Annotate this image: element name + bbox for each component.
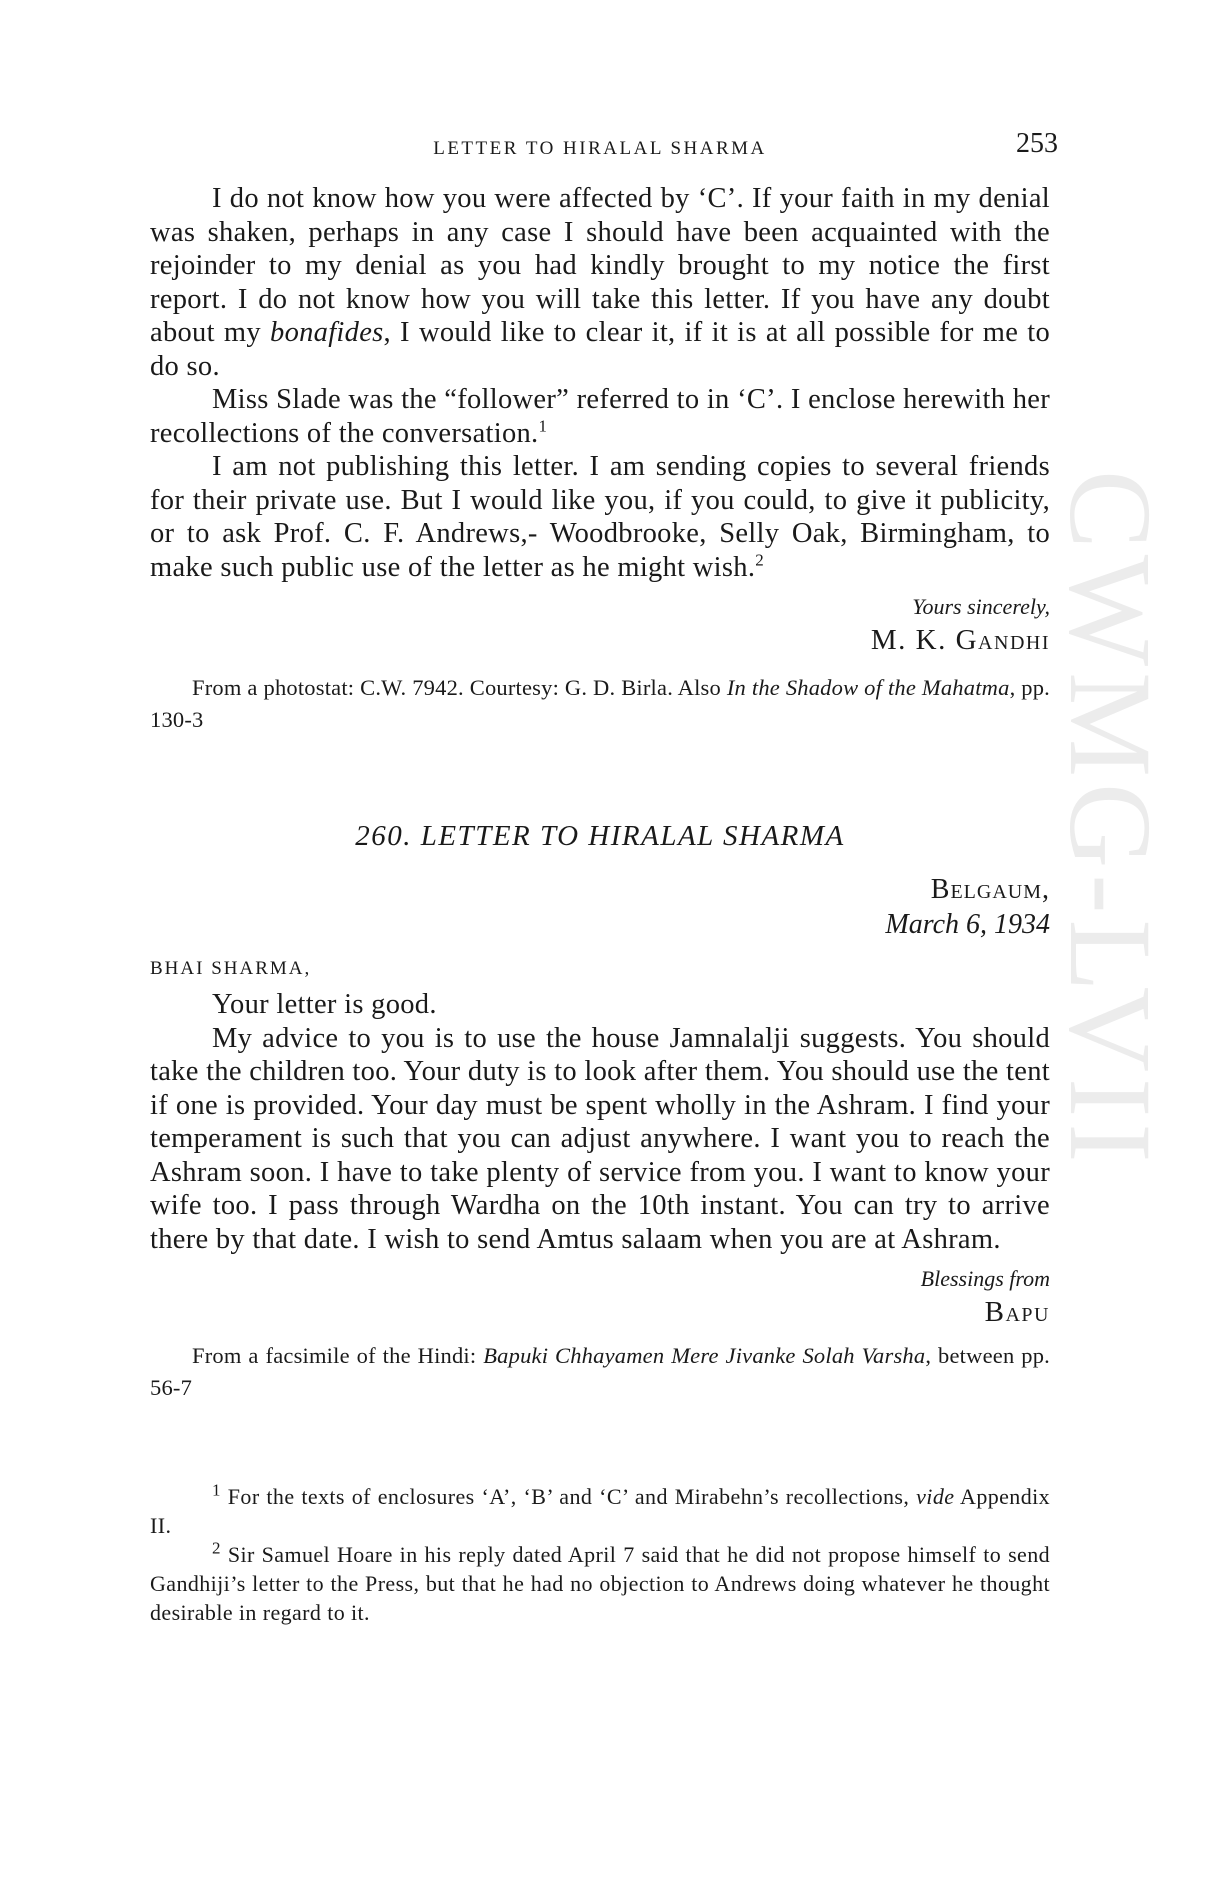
signature: Bapu: [984, 1296, 1050, 1328]
footnote-marker: 1: [212, 1480, 221, 1500]
paragraph: [150, 182, 1050, 383]
paragraph: My advice to you is to use the house Jamnalalji suggests. You should take the children too. Your duty is to look after them. You should use the tent if one is provided. Your day must be spent wholly in the Ashram. I find your temperament is such that you can adjust anywhere. I want you to reach the Ashram soon. I have to take plenty of service from you. I want to know your wife too. I pass through Wardha on the 10th instant. You can try to arrive there by that date. I wish to send Amtus salaam when you are at Ashram.: [150, 1022, 1050, 1255]
letter: [150, 872, 1050, 1404]
paragraph-text: I do not know how you were affected by ‘C’. If your faith in my denial was shaken, perhaps in any case I should have been acquainted with the rejoinder to my denial as you had kindly brought to my notice the first report. I do not know how you will take this letter. If you have any doubt about my: [150, 183, 1050, 348]
paragraph: [150, 450, 1050, 584]
document-title: LETTER TO HIRALAL SHARMA: [420, 820, 845, 852]
document-heading: [150, 820, 1050, 853]
salutation: BHAI SHARMA,: [150, 958, 312, 979]
paragraph: Your letter is good.: [212, 989, 437, 1020]
footnote-ref: 1: [538, 416, 548, 435]
running-title: LETTER TO HIRALAL SHARMA: [433, 138, 767, 159]
place: Belgaum,: [930, 874, 1050, 905]
source-title: Bapuki Chhayamen Mere Jivanke Solah Varsha: [483, 1343, 926, 1368]
paragraph-text: I am not publishing this letter. I am sending copies to several friends for their private use. But I would like you, if you could, to give it publicity, or to ask Prof. C. F. Andrews,- Woodbrooke, Selly Oak, Birmingham, to make such public use of the letter as he might wish.: [150, 451, 1050, 583]
source-text: , between pp. 56-7: [150, 1343, 1050, 1400]
source-note: [150, 672, 1050, 736]
footnote-text: Sir Samuel Hoare in his reply dated April 7 said that he did not propose himself to send Gandhiji’s letter to the Press, but that he had no objection to Andrews doing whatever he thought desirable in regard to it.: [150, 1542, 1050, 1625]
footnote-ref: 2: [755, 550, 765, 569]
signature: M. K. Gandhi: [870, 624, 1050, 656]
paragraph: [150, 383, 1050, 450]
footnote: [150, 1540, 1050, 1627]
closing: Yours sincerely,: [912, 594, 1050, 619]
paragraph-text: Miss Slade was the “follower” referred to in ‘C’. I enclose herewith her recollections of the conversation.: [150, 384, 1050, 449]
document-number: 260.: [355, 820, 412, 852]
source-text: , pp. 130-3: [150, 675, 1050, 732]
closing: Blessings from: [920, 1266, 1050, 1291]
watermark: CWMG-LVII: [1045, 470, 1176, 1169]
source-note: [150, 1340, 1050, 1404]
page-number: 253: [1016, 128, 1058, 159]
date: March 6, 1934: [885, 909, 1050, 940]
previous-letter: [150, 182, 1050, 736]
paragraph-text: , I would like to clear it, if it is at all possible for me to do so.: [150, 317, 1050, 382]
page: [150, 0, 1058, 1890]
footnote: [150, 1482, 1050, 1540]
source-text: From a photostat: C.W. 7942. Courtesy: G. D. Birla. Also: [192, 675, 727, 700]
source-text: From a facsimile of the Hindi:: [192, 1343, 484, 1368]
footnote-text: Appendix II.: [150, 1484, 1051, 1538]
footnote-text: For the texts of enclosures ‘A’, ‘B’ and ‘C’ and Mirabehn’s recollections,: [227, 1484, 917, 1509]
italic-term: bonafides: [270, 317, 384, 348]
footnote-italic: vide: [916, 1484, 955, 1509]
footnote-marker: 2: [212, 1538, 221, 1558]
running-head: [150, 128, 1058, 168]
source-title: In the Shadow of the Mahatma: [726, 675, 1010, 700]
footnotes: [150, 1482, 1050, 1627]
